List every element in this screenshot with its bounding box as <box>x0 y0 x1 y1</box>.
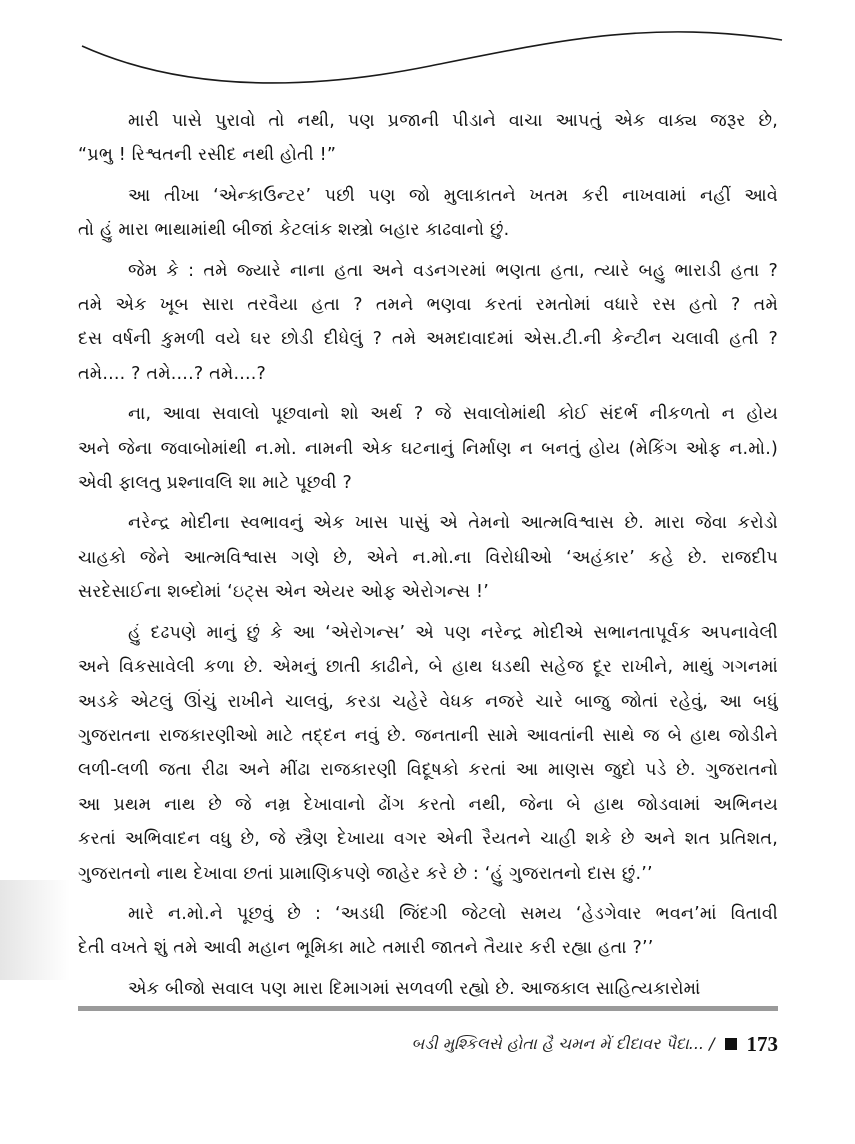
text-line: મારે ન.મો.ને પૂછવું છે : ‘અડધી જિંદગી જેટલો સમય ‘હેડગેવાર ભવન’માં વિતાવી <box>128 903 778 924</box>
paragraph <box>78 616 778 891</box>
paragraph <box>78 397 778 500</box>
text-line: સરદેસાઈના શબ્દોમાં ‘ઇટ્સ એન એયર ઓફ એરોગન્સ !’ <box>78 582 490 603</box>
text-line: દસ વર્ષની કુમળી વયે ઘર છોડી દીધેલું ? તમે અમદાવાદમાં એસ.ટી.ની કેન્ટીન ચલાવી હતી ? <box>78 329 778 350</box>
text-line: નરેન્દ્ર મોદીના સ્વભાવનું એક ખાસ પાસું એ તેમનો આત્મવિશ્વાસ છે. મારા જેવા કરોડો <box>128 513 778 534</box>
text-line: ના, આવા સવાલો પૂછવાનો શો અર્થ ? જે સવાલોમાંથી કોઈ સંદર્ભ નીકળતો ન હોય <box>128 404 778 425</box>
text-line: એવી ફાલતુ પ્રશ્નાવલિ શા માટે પૂછવી ? <box>78 473 352 494</box>
paragraph <box>78 506 778 609</box>
paragraph <box>78 972 778 1006</box>
text-line: લળી-લળી જતા રીઢા અને મીંઢા રાજકારણી વિદૂષકો કરતાં આ માણસ જુદો પડે છે. ગુજરાતનો <box>78 760 778 781</box>
footer-rule <box>78 1006 778 1011</box>
text-line: તમે.... ? તમે....? તમે....? <box>78 363 266 384</box>
text-line: અડકે એટલું ઊંચું રાખીને ચાલવું, કરડા ચહેરે વેધક નજરે ચારે બાજુ જોતાં રહેવું, આ બધું <box>78 691 778 712</box>
text-line: “પ્રભુ ! રિશ્વતની રસીદ નથી હોતી !” <box>78 145 337 166</box>
text-line: જેમ કે : તમે જ્યારે નાના હતા અને વડનગરમાં ભણતા હતા, ત્યારે બહુ ભારાડી હતા ? <box>128 260 778 281</box>
square-bullet-icon <box>725 1038 737 1050</box>
text-line: તમે એક ખૂબ સારા તરવૈયા હતા ? તમને ભણવા કરતાં રમતોમાં વધારે રસ હતો ? તમે <box>78 295 778 316</box>
text-line: હું દઢપણે માનું છું કે આ ‘એરોગન્સ’ એ પણ નરેન્દ્ર મોદીએ સભાનતાપૂર્વક અપનાવેલી <box>128 622 778 643</box>
text-line: અને વિકસાવેલી કળા છે. એમનું છાતી કાઢીને, બે હાથ ધડથી સહેજ દૂર રાખીને, માથું ગગનમાં <box>78 657 778 678</box>
text-line: ચાહકો જેને આત્મવિશ્વાસ ગણે છે, એને ન.મો.ના વિરોધીઓ ‘અહંકાર’ કહે છે. રાજદીપ <box>78 547 778 568</box>
text-line: ગુજરાતના રાજકારણીઓ માટે તદ્દન નવું છે. જનતાની સામે આવતાંની સાથે જ બે હાથ જોડીને <box>78 725 778 746</box>
text-line: આ તીખા ‘એન્કાઉન્ટર’ પછી પણ જો મુલાકાતને ખતમ કરી નાખવામાં નહીં આવે <box>128 185 778 206</box>
text-line: દેતી વખતે શું તમે આવી મહાન ભૂમિકા માટે તમારી જાતને તૈયાર કરી રહ્યા હતા ?’’ <box>78 938 654 959</box>
text-line: આ પ્રથમ નાથ છે જે નમ્ર દેખાવાનો ઢોંગ કરતો નથી, જેના બે હાથ જોડવામાં અભિનય <box>78 794 778 815</box>
running-title: બડી મુશ્કિલસે હોતા હૈ ચમન મેં દીદાવર પૈદા... / <box>411 1034 715 1053</box>
text-line: અને જેના જવાબોમાંથી ન.મો. નામની એક ઘટનાનું નિર્માણ ન બનતું હોય (મેકિંગ ઓફ ન.મો.) <box>78 438 778 459</box>
paragraph <box>78 897 778 966</box>
page-number: 173 <box>746 1031 778 1056</box>
text-line: કરતાં અભિવાદન વધુ છે, જે સ્ત્રૈણ દેખાયા વગર એની રૈયતને ચાહી શકે છે અને શત પ્રતિશત, <box>78 829 778 850</box>
body-text <box>78 104 778 1012</box>
text-line: એક બીજો સવાલ પણ મારા દિમાગમાં સળવળી રહ્યો છે. આજકાલ સાહિત્યકારોમાં <box>128 978 701 999</box>
paragraph <box>78 254 778 392</box>
text-line: તો હું મારા ભાથામાંથી બીજાં કેટલાંક શસ્ત્રો બહાર કાઢવાનો છું. <box>78 220 510 241</box>
page-footer <box>300 1026 778 1062</box>
paragraph <box>78 104 778 173</box>
paragraph <box>78 179 778 248</box>
text-line: ગુજરાતનો નાથ દેખાવા છતાં પ્રામાણિકપણે જાહેર કરે છે : ‘હું ગુજરાતનો દાસ છું.’’ <box>78 863 653 884</box>
decorative-wave-line <box>0 0 855 110</box>
text-line: મારી પાસે પુરાવો તો નથી, પણ પ્રજાની પીડાને વાચા આપતું એક વાક્ય જરૂર છે, <box>128 111 778 131</box>
scan-shadow <box>0 880 70 980</box>
